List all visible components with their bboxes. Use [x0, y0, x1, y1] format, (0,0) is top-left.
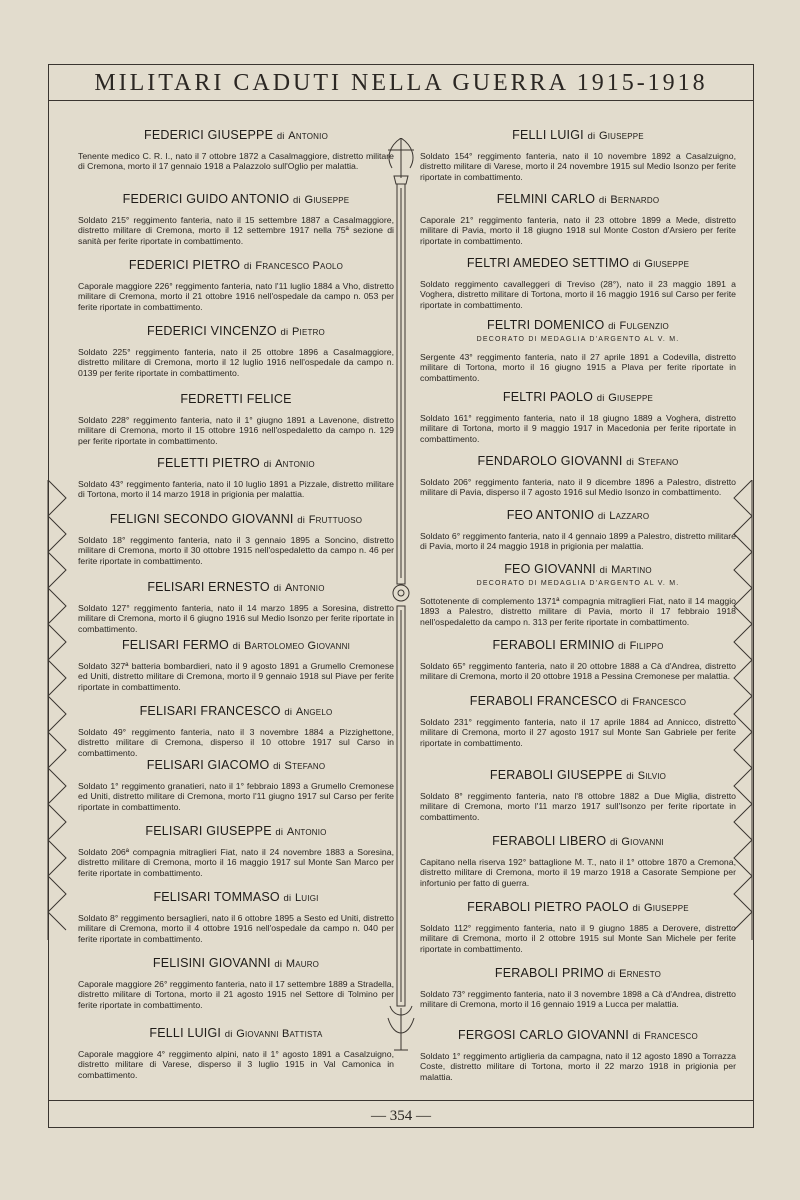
entry-description: Soldato 8° reggimento fanteria, nato l'8 ottobre 1882 a Due Miglia, distretto militare di Cremona, morto l'11 marzo 1917 sull'Isonzo per ferite riportate in combattimento. — [420, 791, 736, 822]
entry-name: FELISARI GIUSEPPE di Antonio — [145, 824, 327, 838]
list-item — [78, 1026, 394, 1080]
list-item — [78, 758, 394, 812]
entry-name: FELISARI FERMO di Bartolomeo Giovanni — [121, 638, 351, 652]
list-item — [78, 890, 394, 944]
left-side-ornament-icon — [46, 480, 68, 940]
entry-description: Soldato 73° reggimento fanteria, nato il 3 novembre 1898 a Cà d'Andrea, distretto militare di Cremona, morto il 16 gennaio 1919 a Lucca per malattia. — [420, 989, 736, 1010]
page-title: MILITARI CADUTI NELLA GUERRA 1915-1918 — [94, 70, 708, 96]
list-item — [420, 1028, 736, 1082]
entry-description: Soldato 161° reggimento fanteria, nato il 18 giugno 1889 a Voghera, distretto militare di Tortona, morto il 9 maggio 1917 in Macedonia per ferite riportate in combattimento. — [420, 413, 736, 444]
title-divider — [48, 100, 754, 101]
entry-description: Soldato 154° reggimento fanteria, nato il 10 novembre 1892 a Casalzuigno, distretto militare di Varese, morto il 24 novembre 1915 sul Medio Isonzo per ferite riportate in combattimento. — [420, 151, 736, 182]
entry-name: FEDRETTI FELICE — [180, 392, 292, 406]
entry-name: FELIGNI SECONDO GIOVANNI di Fruttuoso — [109, 512, 363, 526]
entry-description: Sergente 43° reggimento fanteria, nato il 27 aprile 1891 a Codevilla, distretto militare di Tortona, morto il 16 giugno 1915 a Plava per ferite riportate in combattimento. — [420, 352, 736, 383]
list-item — [420, 966, 736, 1010]
entry-description: Soldato 127° reggimento fanteria, nato il 14 marzo 1895 a Soresina, distretto militare di Cremona, morto il 6 giugno 1916 sul Medio Isonzo per ferite riportate in combattimento. — [78, 603, 394, 634]
entry-description: Caporale maggiore 4° reggimento alpini, nato il 1° agosto 1891 a Casalzuigno, distretto militare di Varese, disperso il 3 luglio 1915 in Val Camonica in combattimento. — [78, 1049, 394, 1080]
list-item — [78, 192, 394, 246]
entry-name: FERABOLI FRANCESCO di Francesco — [469, 694, 687, 708]
entry-description: Soldato 225° reggimento fanteria, nato il 25 ottobre 1896 a Casalmaggiore, distretto militare di Cremona, morto il 12 luglio 1916 nell'ospedale da campo n. 0139 per ferite riportate in combattimento. — [78, 347, 394, 378]
entry-name: FELTRI PAOLO di Giuseppe — [502, 390, 654, 404]
decoration-note: DECORATO DI MEDAGLIA D'ARGENTO AL V. M. — [476, 580, 680, 587]
list-item — [78, 956, 394, 1010]
list-item — [420, 508, 736, 552]
entry-description: Soldato 206ª compagnia mitraglieri Fiat, nato il 24 novembre 1883 a Soresina, distretto militare di Cremona, morto il 16 maggio 1917 sul Monte San Marco per ferite riportate in combattimento. — [78, 847, 394, 878]
entry-name: FELISARI GIACOMO di Stefano — [146, 758, 326, 772]
entry-name: FEDERICI GIUSEPPE di Antonio — [144, 128, 328, 142]
entry-name: FERABOLI PRIMO di Ernesto — [494, 966, 662, 980]
entry-description: Soldato 43° reggimento fanteria, nato il 10 luglio 1891 a Pizzale, distretto militare di Tortona, morto il 14 marzo 1918 in prigionia per malattia. — [78, 479, 394, 500]
entry-description: Caporale maggiore 26° reggimento fanteria, nato il 17 settembre 1889 a Stradella, distretto militare di Tortona, morto il 21 agosto 1915 nel Settore di Tolmino per ferite riportate in combattimento. — [78, 979, 394, 1010]
entry-name: FERABOLI PIETRO PAOLO di Giuseppe — [467, 900, 689, 914]
entry-description: Soldato 1° reggimento granatieri, nato il 1° febbraio 1893 a Grumello Cremonese ed Uniti, distretto militare di Cremona, morto l'11 giugno 1917 sul Carso per ferite riportate in combattimento. — [78, 781, 394, 812]
list-item — [78, 456, 394, 500]
entry-name: FELISINI GIOVANNI di Mauro — [152, 956, 320, 970]
entry-name: FELTRI DOMENICO di Fulgenzio — [487, 318, 669, 332]
list-item — [78, 512, 394, 566]
list-item — [420, 834, 736, 888]
entry-name: FELTRI AMEDEO SETTIMO di Giuseppe — [466, 256, 690, 270]
list-item — [420, 562, 736, 627]
list-item — [78, 638, 394, 692]
entry-description: Soldato 18° reggimento fanteria, nato il 3 gennaio 1895 a Soncino, distretto militare di Cremona, morto il 30 ottobre 1915 nell'ospedaletto da campo n. 46 per ferite riportate in combattimento. — [78, 535, 394, 566]
list-item — [78, 392, 394, 446]
entry-description: Soldato 231° reggimento fanteria, nato il 17 aprile 1884 ad Annicco, distretto militare di Cremona, morto il 27 agosto 1917 sul Monte San Gabriele per ferite riportate in combattimento. — [420, 717, 736, 748]
page-number: — 354 — — [371, 1108, 431, 1124]
list-item — [420, 454, 736, 498]
entry-description: Soldato 112° reggimento fanteria, nato il 9 giugno 1885 a Derovere, distretto militare di Cremona, morto il 2 ottobre 1915 sul Monte San Michele per ferite riportate in combattimento. — [420, 923, 736, 954]
entry-name: FELISARI FRANCESCO di Angelo — [139, 704, 333, 718]
entry-name: FENDAROLO GIOVANNI di Stefano — [477, 454, 679, 468]
entry-description: Caporale 21° reggimento fanteria, nato il 23 ottobre 1899 a Mede, distretto militare di Pavia, morto il 18 giugno 1918 sul Monte Coston d'Arsiero per ferite riportate in combattimento. — [420, 215, 736, 246]
list-item — [420, 318, 736, 383]
entry-description: Capitano nella riserva 192° battaglione M. T., nato il 1° ottobre 1870 a Cremona, distretto militare di Cremona, morto il 19 marzo 1918 a Casorate Sempione per infortunio per fatto di guerra. — [420, 857, 736, 888]
entry-name: FERABOLI ERMINIO di Filippo — [492, 638, 664, 652]
entry-description: Soldato 206° reggimento fanteria, nato il 9 dicembre 1896 a Palestro, distretto militare di Pavia, disperso il 7 agosto 1916 sul Medio Isonzo in combattimento. — [420, 477, 736, 498]
entry-name: FELLI LUIGI di Giovanni Battista — [149, 1026, 323, 1040]
entry-description: Tenente medico C. R. I., nato il 7 ottobre 1872 a Casalmaggiore, distretto militare di Cremona, morto il 17 gennaio 1918 a Palazzolo sull'Oglio per malattia. — [78, 151, 394, 172]
entry-name: FEDERICI VINCENZO di Pietro — [147, 324, 325, 338]
entry-description: Soldato 228° reggimento fanteria, nato il 1° giugno 1891 a Lavenone, distretto militare di Cremona, morto il 15 ottobre 1916 nell'ospedaletto da campo n. 129 per ferite riportate in combattimento. — [78, 415, 394, 446]
entry-description: Soldato 1° reggimento artiglieria da campagna, nato il 12 agosto 1890 a Torrazza Coste, distretto militare di Tortona, morto il 22 marzo 1918 in prigionia per malattia. — [420, 1051, 736, 1082]
entry-name: FEO ANTONIO di Lazzaro — [506, 508, 650, 522]
entry-description: Sottotenente di complemento 1371ª compagnia mitraglieri Fiat, nato il 14 maggio 1893 a Palestro, distretto militare di Pavia, morto il 17 febbraio 1918 nell'ospedaletto da campo n. 313 per ferite riportate in combattimento. — [420, 596, 736, 627]
entry-name: FERABOLI LIBERO di Giovanni — [492, 834, 664, 848]
entry-description: Soldato 6° reggimento fanteria, nato il 4 gennaio 1899 a Palestro, distretto militare di Pavia, morto il 24 maggio 1918 in prigionia per malattia. — [420, 531, 736, 552]
list-item — [78, 704, 394, 758]
entry-name: FELMINI CARLO di Bernardo — [496, 192, 660, 206]
list-item — [420, 128, 736, 182]
entry-name: FELETTI PIETRO di Antonio — [157, 456, 315, 470]
entry-name: FERGOSI CARLO GIOVANNI di Francesco — [458, 1028, 698, 1042]
entry-description: Caporale maggiore 226° reggimento fanteria, nato l'11 luglio 1884 a Vho, distretto militare di Cremona, morto il 21 ottobre 1916 nell'ospedale da campo n. 053 per ferite riportate in combattimento. — [78, 281, 394, 312]
list-item — [78, 258, 394, 312]
entry-name: FEDERICI PIETRO di Francesco Paolo — [128, 258, 344, 272]
list-item — [420, 192, 736, 246]
list-item — [420, 256, 736, 310]
entry-description: Soldato 215° reggimento fanteria, nato il 15 settembre 1887 a Casalmaggiore, distretto militare di Cremona, morto il 12 settembre 1917 nella 75ª sezione di sanità per ferite riportate in combattimento. — [78, 215, 394, 246]
list-item — [420, 638, 736, 682]
entry-description: Soldato 8° reggimento bersaglieri, nato il 6 ottobre 1895 a Sesto ed Uniti, distretto militare di Cremona, morto il 4 ottobre 1916 nell'ospedale da campo n. 040 per ferite riportate in combattimento. — [78, 913, 394, 944]
list-item — [78, 324, 394, 378]
list-item — [420, 694, 736, 748]
list-item — [78, 824, 394, 878]
list-item — [420, 768, 736, 822]
entry-name: FERABOLI GIUSEPPE di Silvio — [489, 768, 667, 782]
entry-name: FEO GIOVANNI di Martino — [504, 562, 652, 576]
entry-description: Soldato 65° reggimento fanteria, nato il 20 ottobre 1888 a Cà d'Andrea, distretto militare di Cremona, morto il 20 ottobre 1918 a Pessina Cremonese per malattia. — [420, 661, 736, 682]
list-item — [420, 900, 736, 954]
entry-name: FELISARI ERNESTO di Antonio — [147, 580, 325, 594]
list-item — [78, 580, 394, 634]
entry-description: Soldato reggimento cavalleggeri di Treviso (28°), nato il 23 maggio 1891 a Voghera, distretto militare di Tortona, morto il 16 maggio 1916 sul Carso per ferite riportate in combattimento. — [420, 279, 736, 310]
list-item — [420, 390, 736, 444]
entry-name: FELLI LUIGI di Giuseppe — [512, 128, 644, 142]
footer-divider — [48, 1100, 754, 1101]
decoration-note: DECORATO DI MEDAGLIA D'ARGENTO AL V. M. — [476, 336, 680, 343]
entry-name: FEDERICI GUIDO ANTONIO di Giuseppe — [122, 192, 350, 206]
list-item — [78, 128, 394, 172]
entry-description: Soldato 327ª batteria bombardieri, nato il 9 agosto 1891 a Grumello Cremonese ed Uniti, distretto militare di Cremona, morto il 9 gennaio 1918 sul Piave per ferite riportate in combattimento. — [78, 661, 394, 692]
entry-description: Soldato 49° reggimento fanteria, nato il 3 novembre 1884 a Pizzighettone, distretto militare di Cremona, disperso il 10 ottobre 1917 sul Carso in combattimento. — [78, 727, 394, 758]
entry-name: FELISARI TOMMASO di Luigi — [153, 890, 319, 904]
